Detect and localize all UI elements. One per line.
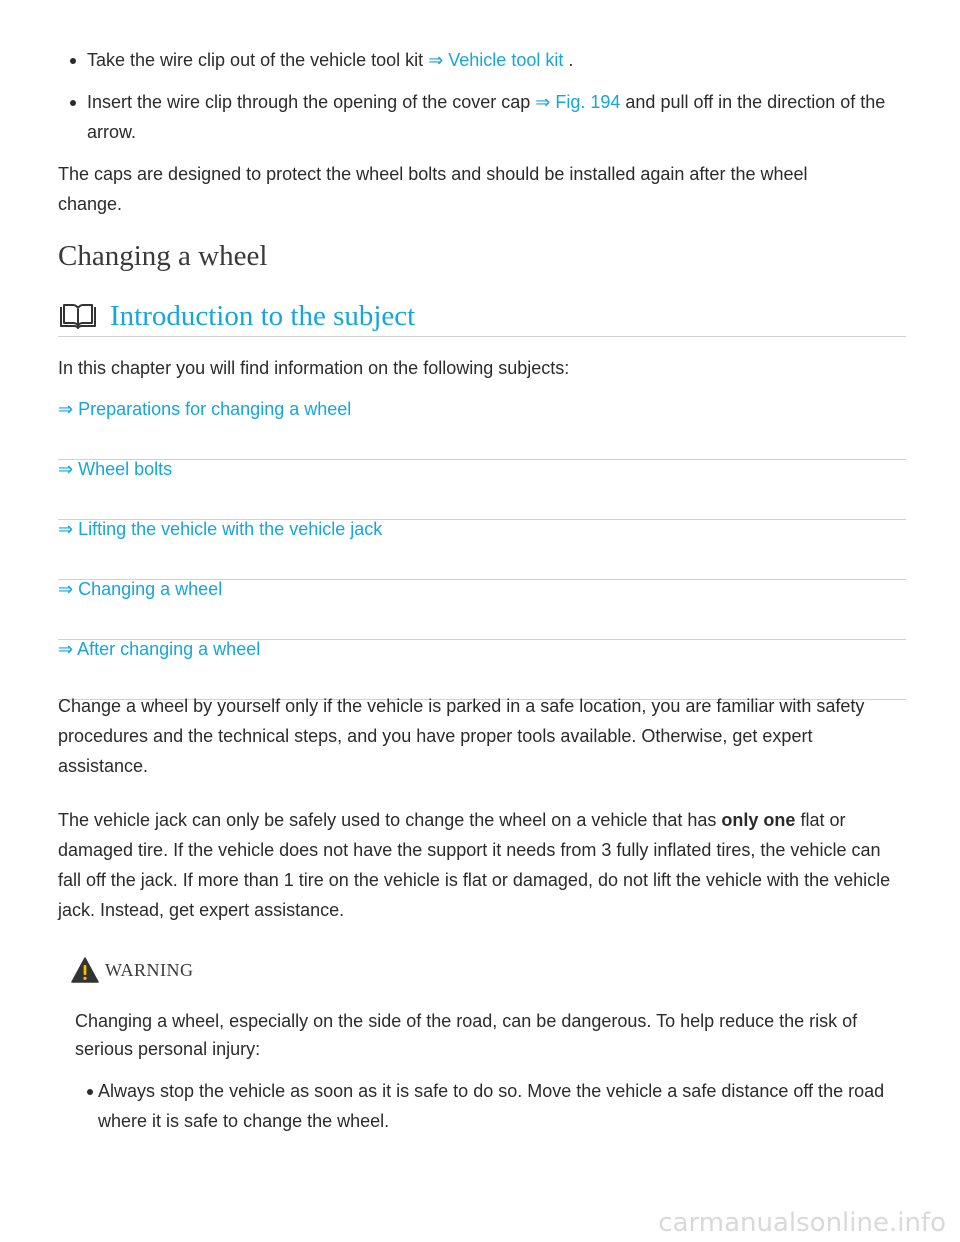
- section-title: Changing a wheel: [58, 240, 268, 272]
- warning-list: [75, 1076, 895, 1136]
- fig-194-link[interactable]: ⇒ Fig. 194: [535, 92, 621, 112]
- paragraph-safety: Change a wheel by yourself only if the vehicle is parked in a safe location, you are familiar with safety procedures and the technical steps, and you have proper tools available. Otherwise, get expert assistance.: [58, 696, 865, 776]
- subject-link-lifting[interactable]: ⇒ Lifting the vehicle with the vehicle jack: [58, 520, 906, 580]
- warning-label: WARNING: [105, 959, 194, 980]
- subject-link-preparations[interactable]: ⇒ Preparations for changing a wheel: [58, 400, 906, 460]
- vehicle-tool-kit-link[interactable]: ⇒ Vehicle tool kit: [428, 50, 564, 70]
- subject-link-after[interactable]: ⇒ After changing a wheel: [58, 640, 906, 700]
- warning-text: Changing a wheel, especially on the side of the road, can be dangerous. To help reduce the risk of serious personal injury:: [75, 1011, 858, 1059]
- instruction-list: [58, 45, 906, 147]
- book-icon: [58, 302, 98, 330]
- intro-lead: In this chapter you will find information on the following subjects:: [58, 358, 570, 378]
- subject-links: [58, 400, 906, 700]
- caps-note: The caps are designed to protect the wheel bolts and should be installed again after the wheel change.: [58, 164, 808, 214]
- warning-icon: [71, 957, 99, 983]
- watermark: carmanualsonline.info: [658, 1208, 946, 1238]
- intro-title: Introduction to the subject: [110, 299, 416, 332]
- emphasis: only one: [721, 810, 796, 830]
- subject-link-wheel-bolts[interactable]: ⇒ Wheel bolts: [58, 460, 906, 520]
- warning-heading: [71, 957, 194, 983]
- subject-link-changing[interactable]: ⇒ Changing a wheel: [58, 580, 906, 640]
- intro-heading: [58, 296, 906, 337]
- instruction-item: Take the wire clip out of the vehicle tool kit ⇒ Vehicle tool kit .: [58, 45, 906, 75]
- paragraph-jack: The vehicle jack can only be safely used to change the wheel on a vehicle that has only one flat or damaged tire. If the vehicle does not have the support it needs from 3 fully inflated tires, the vehicle can fall off the jack. If more than 1 tire on the vehicle is flat or damaged, do not lift the vehicle with the vehicle jack. Instead, get expert assistance.: [58, 810, 891, 920]
- instruction-item: Insert the wire clip through the opening of the cover cap ⇒ Fig. 194 and pull off in the direction of the arrow.: [58, 87, 907, 147]
- warning-item: Always stop the vehicle as soon as it is safe to do so. Move the vehicle a safe distance off the road where it is safe to change the wheel.: [75, 1076, 895, 1136]
